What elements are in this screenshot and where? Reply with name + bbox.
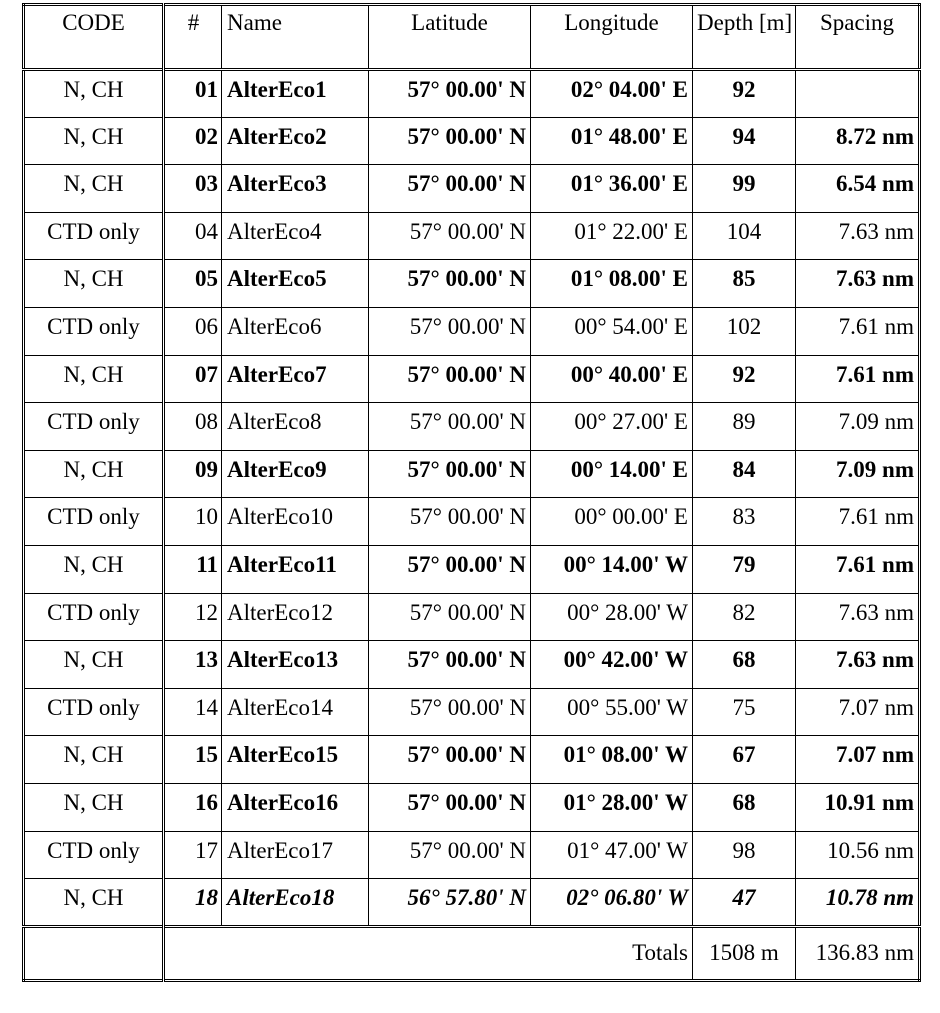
totals-depth: 1508 m [693, 926, 796, 980]
depth-cell: 104 [693, 212, 796, 260]
code-cell: N, CH [24, 117, 164, 165]
latitude-cell: 57° 00.00' N [369, 260, 531, 308]
latitude-cell: 57° 00.00' N [369, 498, 531, 546]
latitude-cell: 57° 00.00' N [369, 593, 531, 641]
depth-cell: 68 [693, 641, 796, 689]
longitude-cell: 00° 14.00' E [531, 450, 693, 498]
latitude-cell: 57° 00.00' N [369, 165, 531, 213]
longitude-cell: 01° 22.00' E [531, 212, 693, 260]
spacing-cell: 7.09 nm [796, 403, 920, 451]
longitude-cell: 02° 04.00' E [531, 70, 693, 118]
code-cell: N, CH [24, 260, 164, 308]
table-row [24, 783, 920, 831]
totals-spacing: 136.83 nm [796, 926, 920, 980]
totals-code-cell [24, 926, 164, 980]
table-row [24, 260, 920, 308]
header-number: # [164, 5, 222, 70]
latitude-cell: 57° 00.00' N [369, 783, 531, 831]
depth-cell: 83 [693, 498, 796, 546]
station-number-cell: 12 [164, 593, 222, 641]
station-name-cell: AlterEco14 [222, 688, 369, 736]
depth-cell: 67 [693, 736, 796, 784]
depth-cell: 102 [693, 307, 796, 355]
station-name-cell: AlterEco16 [222, 783, 369, 831]
code-cell: N, CH [24, 641, 164, 689]
code-cell: CTD only [24, 307, 164, 355]
depth-cell: 47 [693, 879, 796, 927]
spacing-cell: 7.63 nm [796, 641, 920, 689]
table-row [24, 307, 920, 355]
latitude-cell: 57° 00.00' N [369, 70, 531, 118]
spacing-cell: 7.61 nm [796, 498, 920, 546]
longitude-cell: 00° 42.00' W [531, 641, 693, 689]
header-spacing: Spacing [796, 5, 920, 70]
station-number-cell: 16 [164, 783, 222, 831]
longitude-cell: 00° 40.00' E [531, 355, 693, 403]
spacing-cell: 7.63 nm [796, 212, 920, 260]
spacing-cell: 7.61 nm [796, 545, 920, 593]
station-number-cell: 09 [164, 450, 222, 498]
station-name-cell: AlterEco3 [222, 165, 369, 213]
spacing-cell: 7.63 nm [796, 260, 920, 308]
longitude-cell: 01° 47.00' W [531, 831, 693, 879]
spacing-cell: 7.09 nm [796, 450, 920, 498]
station-number-cell: 17 [164, 831, 222, 879]
latitude-cell: 57° 00.00' N [369, 117, 531, 165]
station-number-cell: 18 [164, 879, 222, 927]
station-name-cell: AlterEco18 [222, 879, 369, 927]
longitude-cell: 00° 00.00' E [531, 498, 693, 546]
latitude-cell: 56° 57.80' N [369, 879, 531, 927]
station-number-cell: 06 [164, 307, 222, 355]
table-row [24, 641, 920, 689]
depth-cell: 82 [693, 593, 796, 641]
station-number-cell: 13 [164, 641, 222, 689]
table-row [24, 688, 920, 736]
station-number-cell: 14 [164, 688, 222, 736]
longitude-cell: 00° 54.00' E [531, 307, 693, 355]
spacing-cell: 7.61 nm [796, 355, 920, 403]
longitude-cell: 01° 36.00' E [531, 165, 693, 213]
station-name-cell: AlterEco15 [222, 736, 369, 784]
station-number-cell: 01 [164, 70, 222, 118]
table-row [24, 545, 920, 593]
code-cell: N, CH [24, 355, 164, 403]
table-body [24, 70, 920, 927]
header-row [24, 5, 920, 70]
table-row [24, 165, 920, 213]
latitude-cell: 57° 00.00' N [369, 641, 531, 689]
header-latitude: Latitude [369, 5, 531, 70]
station-number-cell: 07 [164, 355, 222, 403]
depth-cell: 84 [693, 450, 796, 498]
depth-cell: 75 [693, 688, 796, 736]
code-cell: N, CH [24, 879, 164, 927]
code-cell: N, CH [24, 783, 164, 831]
header-depth: Depth [m] [693, 5, 796, 70]
code-cell: CTD only [24, 688, 164, 736]
station-name-cell: AlterEco13 [222, 641, 369, 689]
table-row [24, 831, 920, 879]
latitude-cell: 57° 00.00' N [369, 688, 531, 736]
code-cell: CTD only [24, 498, 164, 546]
station-name-cell: AlterEco11 [222, 545, 369, 593]
table-footer [24, 926, 920, 980]
depth-cell: 85 [693, 260, 796, 308]
station-name-cell: AlterEco1 [222, 70, 369, 118]
table-header [24, 5, 920, 70]
code-cell: CTD only [24, 212, 164, 260]
depth-cell: 92 [693, 355, 796, 403]
latitude-cell: 57° 00.00' N [369, 212, 531, 260]
depth-cell: 92 [693, 70, 796, 118]
longitude-cell: 00° 55.00' W [531, 688, 693, 736]
spacing-cell: 8.72 nm [796, 117, 920, 165]
depth-cell: 98 [693, 831, 796, 879]
depth-cell: 68 [693, 783, 796, 831]
latitude-cell: 57° 00.00' N [369, 831, 531, 879]
table-row [24, 403, 920, 451]
header-code: CODE [24, 5, 164, 70]
latitude-cell: 57° 00.00' N [369, 355, 531, 403]
station-number-cell: 04 [164, 212, 222, 260]
header-name: Name [222, 5, 369, 70]
latitude-cell: 57° 00.00' N [369, 736, 531, 784]
code-cell: N, CH [24, 450, 164, 498]
longitude-cell: 00° 14.00' W [531, 545, 693, 593]
station-number-cell: 05 [164, 260, 222, 308]
station-name-cell: AlterEco10 [222, 498, 369, 546]
spacing-cell: 10.56 nm [796, 831, 920, 879]
longitude-cell: 00° 27.00' E [531, 403, 693, 451]
longitude-cell: 01° 28.00' W [531, 783, 693, 831]
depth-cell: 89 [693, 403, 796, 451]
depth-cell: 99 [693, 165, 796, 213]
code-cell: N, CH [24, 545, 164, 593]
code-cell: CTD only [24, 593, 164, 641]
code-cell: CTD only [24, 403, 164, 451]
totals-label: Totals [164, 926, 693, 980]
table-row [24, 70, 920, 118]
longitude-cell: 01° 48.00' E [531, 117, 693, 165]
spacing-cell: 7.63 nm [796, 593, 920, 641]
longitude-cell: 01° 08.00' E [531, 260, 693, 308]
table-row [24, 212, 920, 260]
spacing-cell [796, 70, 920, 118]
table-row [24, 879, 920, 927]
spacing-cell: 6.54 nm [796, 165, 920, 213]
station-name-cell: AlterEco12 [222, 593, 369, 641]
station-name-cell: AlterEco4 [222, 212, 369, 260]
station-number-cell: 15 [164, 736, 222, 784]
station-number-cell: 10 [164, 498, 222, 546]
station-name-cell: AlterEco6 [222, 307, 369, 355]
station-number-cell: 02 [164, 117, 222, 165]
table-row [24, 450, 920, 498]
latitude-cell: 57° 00.00' N [369, 545, 531, 593]
station-name-cell: AlterEco7 [222, 355, 369, 403]
station-number-cell: 11 [164, 545, 222, 593]
latitude-cell: 57° 00.00' N [369, 403, 531, 451]
code-cell: N, CH [24, 165, 164, 213]
code-cell: N, CH [24, 70, 164, 118]
table-row [24, 117, 920, 165]
latitude-cell: 57° 00.00' N [369, 307, 531, 355]
table-row [24, 593, 920, 641]
station-name-cell: AlterEco17 [222, 831, 369, 879]
depth-cell: 79 [693, 545, 796, 593]
latitude-cell: 57° 00.00' N [369, 450, 531, 498]
totals-row [24, 926, 920, 980]
station-name-cell: AlterEco5 [222, 260, 369, 308]
table-row [24, 355, 920, 403]
station-name-cell: AlterEco2 [222, 117, 369, 165]
station-table [22, 3, 921, 982]
longitude-cell: 01° 08.00' W [531, 736, 693, 784]
station-number-cell: 08 [164, 403, 222, 451]
depth-cell: 94 [693, 117, 796, 165]
header-longitude: Longitude [531, 5, 693, 70]
spacing-cell: 7.61 nm [796, 307, 920, 355]
station-name-cell: AlterEco9 [222, 450, 369, 498]
spacing-cell: 7.07 nm [796, 736, 920, 784]
table-row [24, 498, 920, 546]
longitude-cell: 00° 28.00' W [531, 593, 693, 641]
station-name-cell: AlterEco8 [222, 403, 369, 451]
longitude-cell: 02° 06.80' W [531, 879, 693, 927]
spacing-cell: 7.07 nm [796, 688, 920, 736]
spacing-cell: 10.78 nm [796, 879, 920, 927]
station-number-cell: 03 [164, 165, 222, 213]
spacing-cell: 10.91 nm [796, 783, 920, 831]
code-cell: N, CH [24, 736, 164, 784]
table-row [24, 736, 920, 784]
code-cell: CTD only [24, 831, 164, 879]
